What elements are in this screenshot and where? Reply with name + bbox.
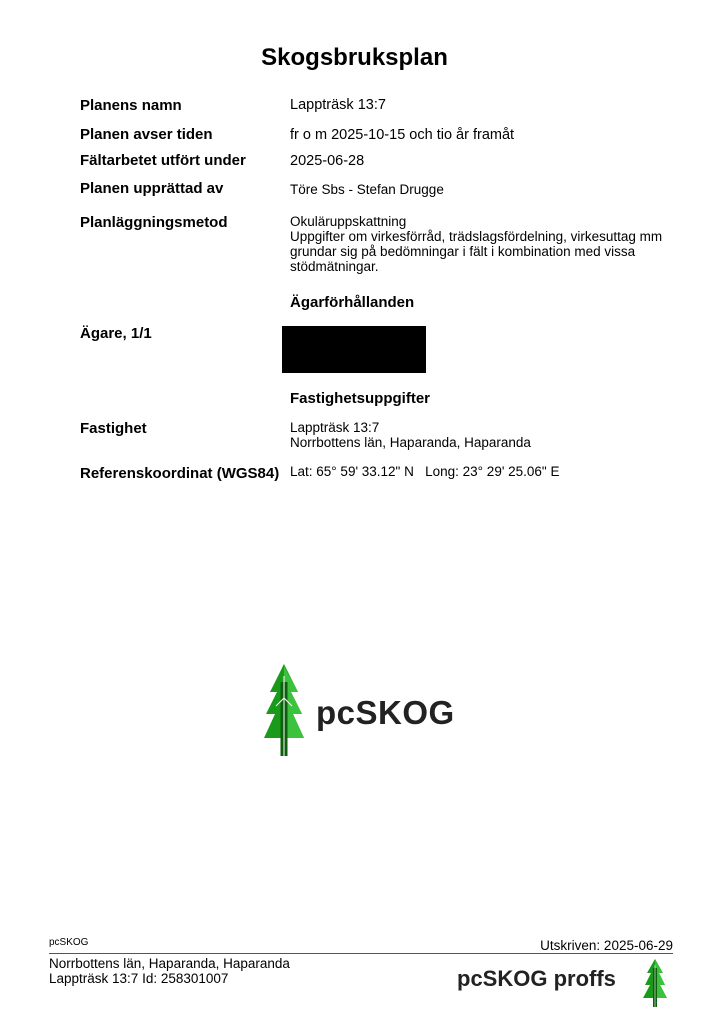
plan-period-value: fr o m 2025-10-15 och tio år framåt [290, 127, 515, 143]
property-label: Fastighet [80, 420, 147, 437]
page-title: Skogsbruksplan [261, 44, 448, 71]
method-label: Planläggningsmetod [80, 214, 228, 231]
footer-location: Norrbottens län, Haparanda, Haparanda [49, 956, 290, 971]
owner-redaction [282, 326, 426, 373]
coordinate-label: Referenskoordinat (WGS84) [80, 465, 280, 482]
owner-label: Ägare, 1/1 [80, 325, 152, 342]
pine-tree-icon [262, 662, 306, 760]
method-line: stödmätningar. [290, 259, 379, 274]
method-text [290, 214, 662, 274]
footer-printed-date: Utskriven: 2025-06-29 [540, 938, 673, 953]
prepared-by-label: Planen upprättad av [80, 180, 224, 197]
method-line: grundar sig på bedömningar i fält i kombination med vissa [290, 244, 636, 259]
footer-bar [49, 937, 673, 954]
property-line: Lappträsk 13:7 [290, 420, 380, 435]
prepared-by-value: Töre Sbs - Stefan Drugge [290, 182, 444, 197]
footer-property-id: Lappträsk 13:7 Id: 258301007 [49, 971, 229, 986]
footer-app-name: pcSKOG [49, 937, 89, 948]
ownership-heading: Ägarförhållanden [290, 294, 415, 311]
property-text [290, 420, 531, 450]
coordinate-value: Lat: 65° 59' 33.12" N Long: 23° 29' 25.06" E [290, 464, 560, 479]
property-heading: Fastighetsuppgifter [290, 390, 431, 407]
plan-period-label: Planen avser tiden [80, 126, 213, 143]
pcskog-logo [262, 662, 462, 760]
fieldwork-value: 2025-06-28 [290, 153, 365, 169]
method-line: Uppgifter om virkesförråd, trädslagsfördelning, virkesuttag mm [290, 229, 663, 244]
plan-name-label: Planens namn [80, 97, 182, 114]
footer-pine-tree-icon [642, 958, 668, 1008]
plan-name-value: Lappträsk 13:7 [290, 97, 386, 113]
fieldwork-label: Fältarbetet utfört under [80, 152, 246, 169]
logo-text: pcSKOG [316, 694, 455, 731]
footer-brand: pcSKOG proffs [457, 966, 616, 991]
property-line: Norrbottens län, Haparanda, Haparanda [290, 435, 531, 450]
method-line: Okuläruppskattning [290, 214, 407, 229]
